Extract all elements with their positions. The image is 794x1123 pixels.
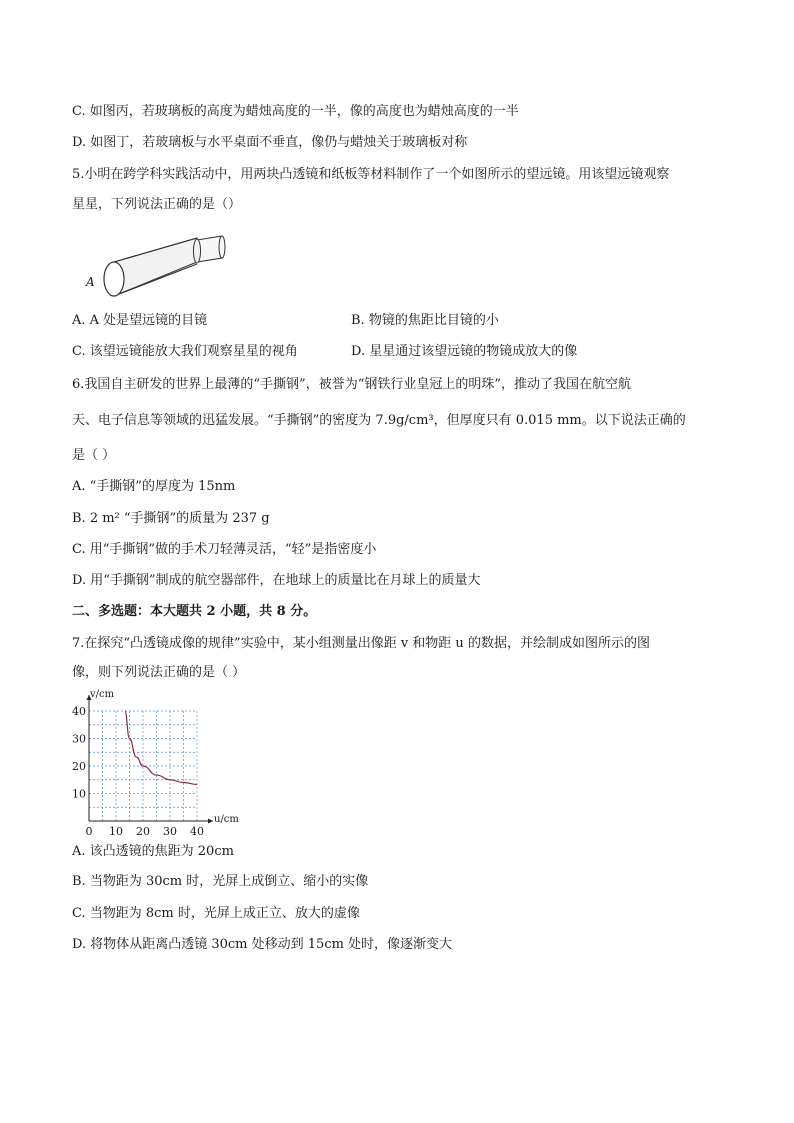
x-tick-label: 20 (136, 825, 150, 838)
option-c-mirror: C. 如图丙，若玻璃板的高度为蜡烛高度的一半，像的高度也为蜡烛高度的一半 (72, 104, 519, 119)
q5-stem-line1: 5.小明在跨学科实践活动中，用两块凸透镜和纸板等材料制作了一个如图所示的望远镜。用该望远镜观察 (72, 167, 670, 182)
q7-option-a: A. 该凸透镜的焦距为 20cm (72, 844, 234, 859)
q5-stem-line2: 星星，下列说法正确的是（） (72, 197, 242, 212)
q5-option-c: C. 该望远镜能放大我们观察星星的视角 (72, 344, 298, 359)
q6-option-d: D. 用“手撕钢”制成的航空器部件，在地球上的质量比在月球上的质量大 (72, 573, 481, 588)
x-tick-label: 0 (85, 825, 93, 838)
q6-stem-line2: 天、电子信息等领域的迅猛发展。“手撕钢”的密度为 7.9g/cm³，但厚度只有 0.015 mm。以下说法正确的 (72, 413, 686, 428)
q7-option-b: B. 当物距为 30cm 时，光屏上成倒立、缩小的实像 (72, 874, 369, 889)
telescope-label-a: A (86, 275, 95, 289)
telescope-figure (82, 228, 242, 298)
x-tick-label: 10 (109, 825, 123, 838)
image-distance-graph (72, 688, 248, 838)
x-tick-label: 40 (190, 825, 204, 838)
q5-option-d: D. 星星通过该望远镜的物镜成放大的像 (351, 344, 578, 359)
option-d-mirror: D. 如图丁，若玻璃板与水平桌面不垂直，像仍与蜡烛关于玻璃板对称 (72, 135, 468, 150)
y-tick-label: 20 (72, 760, 86, 773)
y-tick-label: 10 (72, 787, 86, 801)
q5-option-b: B. 物镜的焦距比目镜的小 (351, 313, 499, 328)
y-tick-label: 30 (72, 732, 86, 746)
q7-option-d: D. 将物体从距离凸透镜 30cm 处移动到 15cm 处时，像逐渐变大 (72, 937, 453, 952)
q7-stem-line1: 7.在探究“凸透镜成像的规律”实验中，某小组测量出像距 v 和物距 u 的数据，并绘制成如图所示的图 (72, 636, 650, 651)
y-axis-label: v/cm (90, 689, 115, 700)
x-axis-arrow (208, 819, 213, 824)
q6-stem-line3: 是（ ） (72, 448, 116, 463)
q6-option-c: C. 用“手撕钢”做的手术刀轻薄灵活，“轻”是指密度小 (72, 542, 377, 557)
q7-stem-line2: 像，则下列说法正确的是（ ） (72, 665, 246, 680)
q7-option-c: C. 当物距为 8cm 时，光屏上成正立、放大的虚像 (72, 906, 360, 921)
q6-stem-line1: 6.我国自主研发的世界上最薄的“手撕钢”，被誉为“钢铁行业皇冠上的明珠”，推动了我国在航空航 (72, 377, 631, 392)
graph-curve-series (125, 711, 197, 784)
q6-option-a: A. “手撕钢”的厚度为 15nm (72, 479, 236, 494)
q6-option-b: B. 2 m² “手撕钢”的质量为 237 g (72, 511, 270, 526)
y-tick-label: 40 (72, 705, 86, 718)
graph-axes (87, 695, 214, 824)
q5-option-a: A. A 处是望远镜的目镜 (72, 313, 208, 328)
section-heading-multi-choice: 二、多选题：本大题共 2 小题，共 8 分。 (72, 604, 317, 619)
x-axis-label: u/cm (214, 814, 239, 825)
x-tick-label: 30 (163, 825, 177, 838)
